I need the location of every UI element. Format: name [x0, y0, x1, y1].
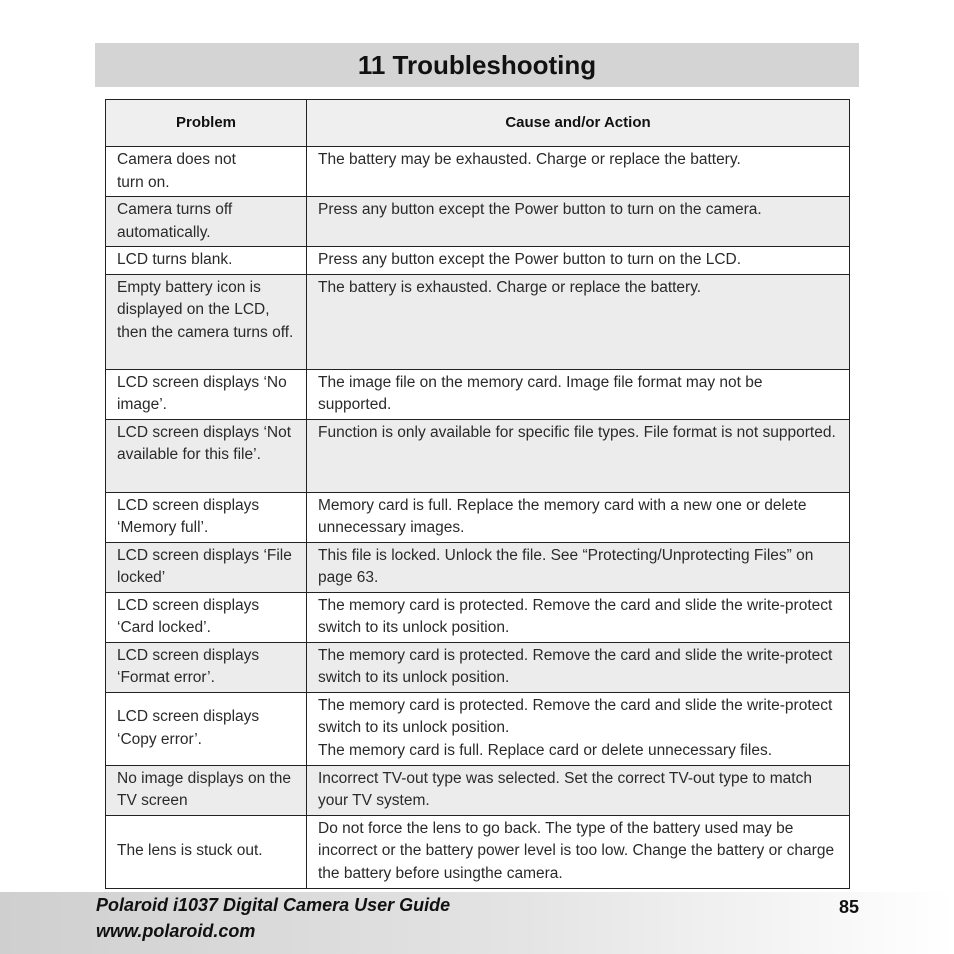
page-footer	[0, 892, 954, 954]
table-header-row	[106, 100, 850, 147]
table-row	[106, 197, 850, 247]
action-cell	[307, 692, 850, 765]
column-header-problem: Problem	[106, 100, 307, 147]
page-title: 11 Troubleshooting	[357, 49, 597, 80]
page-number: 85	[838, 897, 859, 917]
problem-cell: LCD screen displays ‘Memory full’.	[106, 492, 307, 542]
action-cell: Do not force the lens to go back. The type of the battery used may be incorrect or the battery power level is too low. Change the battery or charge the battery before usingthe camera.	[307, 815, 850, 888]
section-title-bar	[95, 43, 859, 87]
action-cell: Memory card is full. Replace the memory card with a new one or delete unnecessary images.	[307, 492, 850, 542]
troubleshooting-table	[105, 99, 850, 889]
column-header-action: Cause and/or Action	[307, 100, 850, 147]
problem-cell: LCD turns blank.	[106, 247, 307, 275]
footer-guide-title: Polaroid i1037 Digital Camera User Guide	[96, 895, 451, 915]
problem-cell: Empty battery icon is displayed on the LCD, then the camera turns off.	[106, 274, 307, 369]
problem-cell: LCD screen displays ‘Copy error’.	[106, 692, 307, 765]
footer-url: www.polaroid.com	[96, 921, 256, 941]
table-row	[106, 274, 850, 369]
problem-cell: LCD screen displays ‘No image’.	[106, 369, 307, 419]
problem-cell: Camera does not turn on.	[106, 147, 307, 197]
action-line: The memory card is full. Replace card or delete unnecessary files.	[318, 741, 773, 759]
action-cell: The memory card is protected. Remove the card and slide the write-protect switch to its unlock position.	[307, 592, 850, 642]
table-row	[106, 147, 850, 197]
action-cell: Incorrect TV-out type was selected. Set the correct TV-out type to match your TV system.	[307, 765, 850, 815]
problem-cell: LCD screen displays ‘Card locked’.	[106, 592, 307, 642]
problem-cell: No image displays on the TV screen	[106, 765, 307, 815]
table-row	[106, 492, 850, 542]
action-cell: The image file on the memory card. Image file format may not be supported.	[307, 369, 850, 419]
table-row	[106, 765, 850, 815]
problem-cell: LCD screen displays ‘Not available for this file’.	[106, 419, 307, 492]
action-cell: The battery may be exhausted. Charge or replace the battery.	[307, 147, 850, 197]
troubleshooting-table-container	[105, 99, 849, 889]
table-row	[106, 369, 850, 419]
action-cell: Press any button except the Power button to turn on the camera.	[307, 197, 850, 247]
table-row	[106, 642, 850, 692]
table-row	[106, 419, 850, 492]
problem-cell: LCD screen displays ‘Format error’.	[106, 642, 307, 692]
action-cell: Press any button except the Power button to turn on the LCD.	[307, 247, 850, 275]
action-line: The memory card is protected. Remove the card and slide the write-protect switch to its unlock position.	[318, 696, 833, 736]
problem-cell: The lens is stuck out.	[106, 815, 307, 888]
problem-cell: LCD screen displays ‘File locked’	[106, 542, 307, 592]
table-row	[106, 247, 850, 275]
action-cell: The battery is exhausted. Charge or replace the battery.	[307, 274, 850, 369]
table-row	[106, 592, 850, 642]
table-row	[106, 542, 850, 592]
action-cell: The memory card is protected. Remove the card and slide the write-protect switch to its unlock position.	[307, 642, 850, 692]
table-row	[106, 815, 850, 888]
problem-cell: Camera turns off automatically.	[106, 197, 307, 247]
action-cell: This file is locked. Unlock the file. See “Protecting/Unprotecting Files” on page 63.	[307, 542, 850, 592]
action-cell: Function is only available for specific file types. File format is not supported.	[307, 419, 850, 492]
table-row	[106, 692, 850, 765]
